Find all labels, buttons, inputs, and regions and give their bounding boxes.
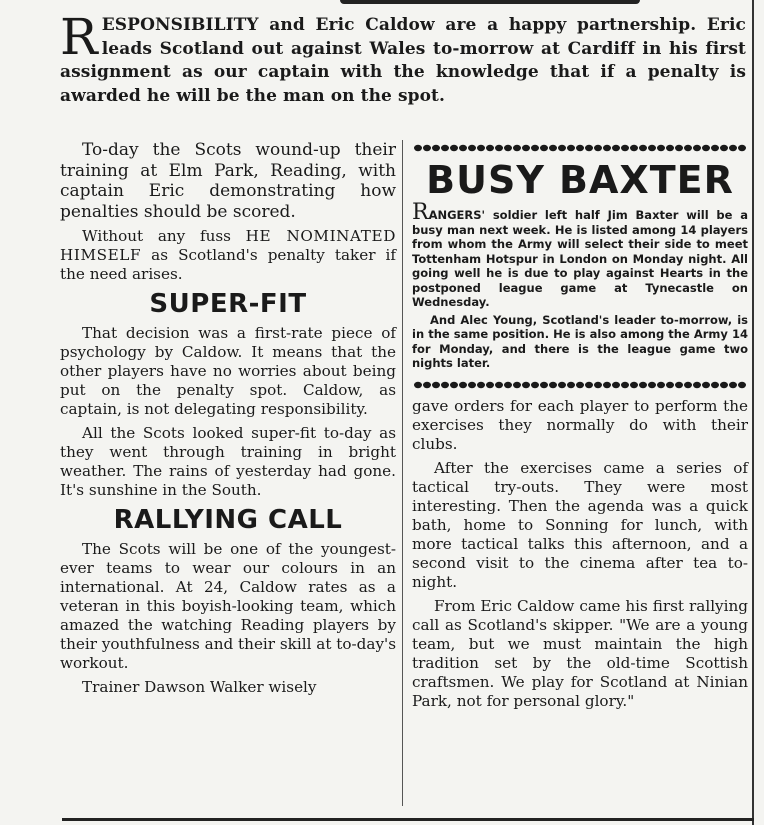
left-paragraph-4: All the Scots looked super-fit to-day as they went through training in bright weather. The rains of yesterday had gone. It's sunshine in the South.: [60, 424, 396, 499]
border-dot: [450, 381, 458, 387]
right-paragraph-1: gave orders for each player to perform the exercises they normally do with their clubs.: [412, 396, 748, 453]
border-dot: [657, 145, 665, 151]
right-column-rule: [752, 0, 754, 825]
border-dot: [459, 145, 467, 151]
border-dot: [648, 381, 656, 387]
border-dot: [423, 145, 431, 151]
border-dot: [558, 381, 566, 387]
subhead-super-fit: SUPER-FIT: [149, 289, 307, 319]
border-dot: [531, 381, 539, 387]
border-dot: [567, 381, 575, 387]
border-dot: [729, 381, 737, 387]
border-dot: [468, 381, 476, 387]
border-dot: [594, 381, 602, 387]
border-dot: [522, 381, 530, 387]
border-dot: [549, 381, 557, 387]
box-top-border: [412, 142, 748, 154]
border-dot: [711, 381, 719, 387]
border-dot: [585, 145, 593, 151]
left-paragraph-3: That decision was a first-rate piece of psychology by Caldow. It means that the other players have no worries about being put on the penalty spot. Caldow, as captain, is not delegating responsibility.: [60, 324, 396, 418]
border-dot: [612, 381, 620, 387]
intro-dropcap: R: [60, 8, 98, 66]
border-dot: [576, 145, 584, 151]
box-dropcap: R: [412, 200, 429, 225]
border-dot: [666, 381, 674, 387]
border-dot: [720, 145, 728, 151]
right-column: [412, 140, 748, 716]
left-column: [60, 140, 396, 702]
border-dot: [630, 145, 638, 151]
border-dot: [432, 381, 440, 387]
left-paragraph-2: Without any fuss HE NOMINATED HIMSELF as Scotland's penalty taker if the need arises.: [60, 227, 396, 283]
border-dot: [702, 381, 710, 387]
nominated-caps: HE NOMINATED HIMSELF: [60, 227, 396, 264]
border-dot: [576, 381, 584, 387]
border-dot: [657, 381, 665, 387]
subhead-rallying-call: RALLYING CALL: [113, 505, 343, 535]
border-dot: [522, 145, 530, 151]
border-dot: [693, 145, 701, 151]
border-dot: [612, 145, 620, 151]
intro-paragraph: [60, 8, 746, 108]
border-dot: [486, 145, 494, 151]
border-dot: [468, 145, 476, 151]
border-dot: [693, 381, 701, 387]
border-dot: [450, 145, 458, 151]
border-dot: [504, 145, 512, 151]
right-paragraph-2: After the exercises came a series of tactical try-outs. They were most interesting. Then the agenda was a quick bath, home to Sonning for lunch, with more tactical talks this afternoon, and a second visit to the cinema after tea to-night.: [412, 458, 748, 591]
border-dot: [720, 381, 728, 387]
border-dot: [621, 145, 629, 151]
top-border: [0, 0, 764, 8]
border-dot: [441, 381, 449, 387]
border-dot: [711, 145, 719, 151]
border-dot: [738, 381, 746, 387]
border-dot: [702, 145, 710, 151]
border-dot: [513, 381, 521, 387]
border-dot: [495, 145, 503, 151]
border-dot: [675, 145, 683, 151]
border-dot: [495, 381, 503, 387]
border-dot: [414, 145, 422, 151]
border-dot: [423, 381, 431, 387]
border-dot: [486, 381, 494, 387]
border-dot: [558, 145, 566, 151]
border-dot: [432, 145, 440, 151]
border-dot: [567, 145, 575, 151]
box-text: [412, 200, 748, 371]
border-dot: [513, 145, 521, 151]
border-dot: [549, 145, 557, 151]
border-dot: [639, 145, 647, 151]
border-dot: [540, 145, 548, 151]
right-paragraph-3: From Eric Caldow came his first rallying call as Scotland's skipper. "We are a young team, but we must maintain the high tradition set by the old-time Scottish craftsmen. We play for Scotland at Ninian Park, not for personal glory.": [412, 596, 748, 710]
box-paragraph-2: And Alec Young, Scotland's leader to-morrow, is in the same position. He is also among the Army 14 for Monday, and there is the league game two nights later.: [412, 312, 748, 370]
left-paragraph-6: Trainer Dawson Walker wisely: [82, 678, 317, 696]
border-dot: [414, 381, 422, 387]
border-dot: [441, 145, 449, 151]
border-dot: [540, 381, 548, 387]
box-bottom-border: [412, 379, 748, 391]
border-dot: [603, 381, 611, 387]
border-dot: [684, 381, 692, 387]
border-dot: [648, 145, 656, 151]
column-divider: [402, 140, 403, 806]
box-paragraph-1: RANGERS' soldier left half Jim Baxter will be a busy man next week. He is listed among 14 players from whom the Army will select their side to meet Tottenham Hotspur in London on Monday night. All going well he is due to play against Hearts in the postponed league game at Tynecastle on Wednesday.: [412, 200, 748, 309]
border-dot: [594, 145, 602, 151]
box-title: BUSY BAXTER: [426, 158, 734, 202]
border-dot: [675, 381, 683, 387]
border-dot: [666, 145, 674, 151]
border-dot: [504, 381, 512, 387]
border-dot: [477, 381, 485, 387]
left-paragraph-5: The Scots will be one of the youngest-ever teams to wear our colours in an international. At 24, Caldow rates as a veteran in this boyish-looking team, which amazed the watching Reading players by their youthfulness and their skill at to-day's workout.: [60, 540, 396, 672]
border-dot: [459, 381, 467, 387]
bottom-rule: [62, 818, 754, 821]
border-dot: [738, 145, 746, 151]
intro-text: ESPONSIBILITY and Eric Caldow are a happy partnership. Eric leads Scotland out against Wales to-morrow at Cardiff in his first assignment as our captain with the knowledge that if a penalty is awarded he will be the man on the spot.: [60, 15, 746, 106]
border-dot: [585, 381, 593, 387]
border-dot: [603, 145, 611, 151]
border-dot: [630, 381, 638, 387]
border-dot: [729, 145, 737, 151]
border-dot: [621, 381, 629, 387]
border-dot: [531, 145, 539, 151]
left-paragraph-1: To-day the Scots wound-up their training at Elm Park, Reading, with captain Eric demonstrating how penalties should be scored.: [60, 140, 396, 222]
border-dot: [477, 145, 485, 151]
border-dot: [684, 145, 692, 151]
border-dot: [639, 381, 647, 387]
